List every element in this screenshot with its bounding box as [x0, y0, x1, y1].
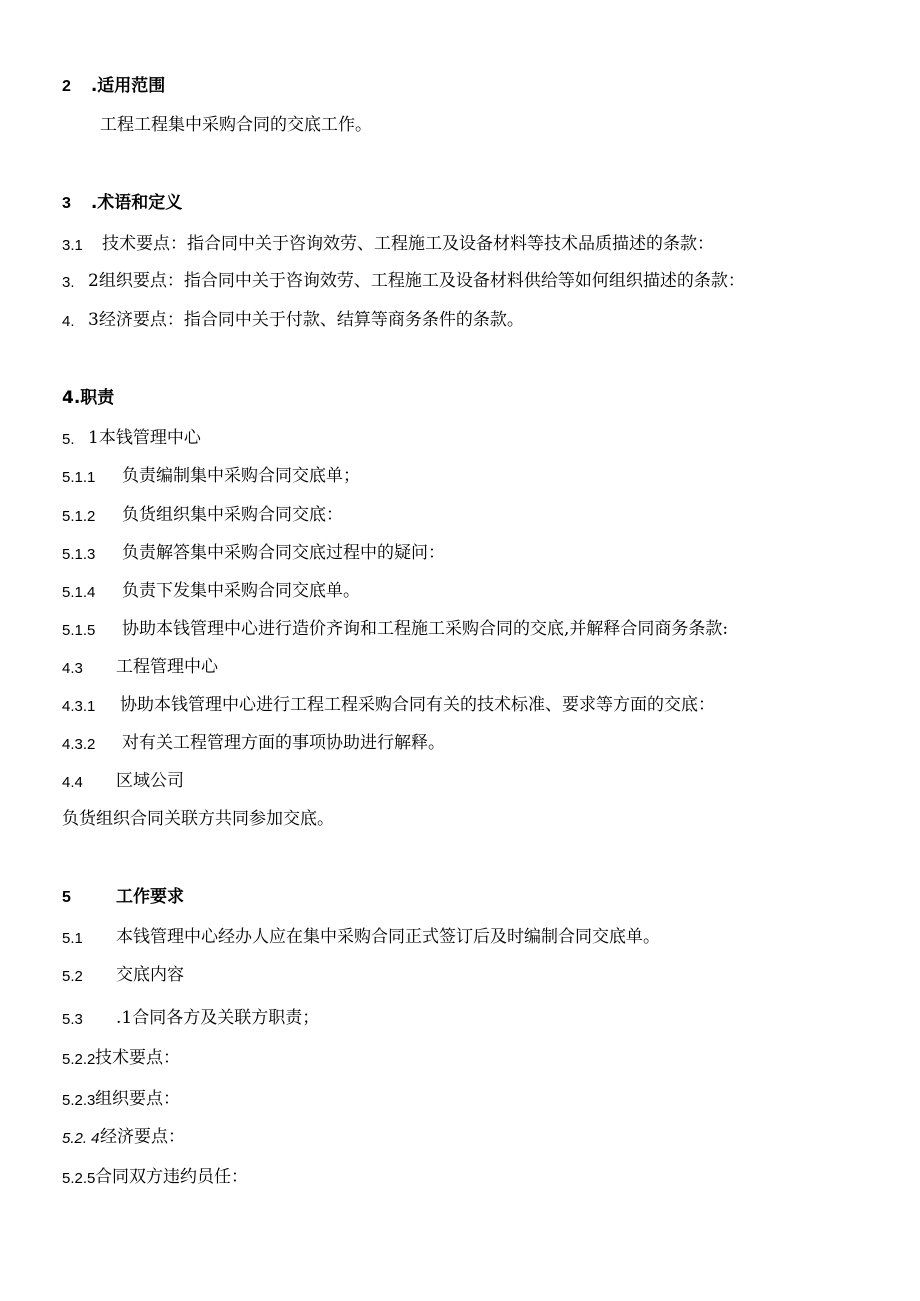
- section-3-heading: [62, 195, 182, 212]
- item-number: 5.1.1: [62, 469, 96, 486]
- item-number: 4.3.1: [62, 698, 96, 715]
- list-item: [62, 1129, 882, 1149]
- item-number: 4.3: [62, 660, 83, 677]
- list-item: [62, 1169, 882, 1189]
- section-title: 工作要求: [116, 887, 184, 907]
- item-text: 3经济要点：指合同中关于付款、结算等商务条件的条款。: [88, 310, 524, 330]
- item-text: 协助本钱管理中心进行工程工程采购合同有关的技术标准、要求等方面的交底：: [120, 695, 715, 715]
- item-number: 4.4: [62, 774, 83, 791]
- item-number: 5.1.4: [62, 584, 96, 601]
- list-item: [62, 1091, 882, 1111]
- section-5-heading: [62, 889, 462, 909]
- item-text: 2组织要点：指合同中关于咨询效劳、工程施工及设备材料供给等如何组织描述的条款：: [88, 271, 745, 291]
- item-number: 5.1.2: [62, 508, 96, 525]
- list-item: [62, 507, 882, 527]
- item-number: 3.: [62, 274, 75, 291]
- section-number: 3: [62, 195, 71, 212]
- list-item: [62, 583, 882, 603]
- item-number: 5.2.2: [62, 1051, 96, 1068]
- item-number: 5.2: [62, 968, 83, 985]
- item-number: 5.1.3: [62, 546, 96, 563]
- item-number: 5.2.3: [62, 1092, 96, 1109]
- paragraph: 工程工程集中采购合同的交底工作。: [100, 115, 372, 135]
- item-text: 协助本钱管理中心进行造价齐询和工程施工采购合同的交底,并解释合同商务条款:: [122, 619, 729, 639]
- item-number: 5.1.5: [62, 622, 96, 639]
- list-item: [62, 312, 882, 332]
- list-item: [62, 967, 882, 987]
- item-number: 4.: [62, 313, 75, 330]
- item-number: 5.3: [62, 1011, 83, 1028]
- list-item: [62, 697, 882, 717]
- list-item: [62, 430, 882, 450]
- item-text: 负责解答集中采购合同交底过程中的疑问：: [122, 543, 445, 563]
- item-text: 技术要点：: [95, 1048, 180, 1068]
- list-item: [62, 468, 882, 488]
- list-item: [62, 273, 882, 293]
- section-title: .术语和定义: [90, 193, 183, 213]
- item-text: 负货组织集中采购合同交底：: [122, 505, 343, 525]
- list-item: [62, 929, 882, 949]
- item-text: 经济要点：: [100, 1127, 185, 1147]
- item-number: 4.3.2: [62, 736, 96, 753]
- list-item: [62, 735, 882, 755]
- item-text: 对有关工程管理方面的事项协助进行解释。: [122, 733, 445, 753]
- item-number: 3.1: [62, 237, 83, 254]
- item-text: 工程管理中心: [116, 657, 218, 677]
- section-2-heading: [62, 78, 165, 95]
- list-item: [62, 545, 882, 565]
- section-4-heading: 4.职责: [62, 388, 115, 408]
- item-text: .1合同各方及关联方职责；: [116, 1008, 320, 1028]
- list-item: [62, 621, 902, 641]
- item-text: 交底内容: [116, 965, 184, 985]
- list-item: [62, 1010, 882, 1030]
- item-number: 5.: [62, 431, 75, 448]
- item-text: 本钱管理中心经办人应在集中采购合同正式签订后及时编制合同交底单。: [116, 927, 660, 947]
- item-text: 1本钱管理中心: [88, 428, 201, 448]
- section-number: 5: [62, 889, 71, 906]
- item-text: 区域公司: [116, 771, 184, 791]
- item-number: 5.1: [62, 930, 83, 947]
- item-text: 技术要点：指合同中关于咨询效劳、工程施工及设备材料等技术品质描述的条款：: [102, 234, 714, 254]
- list-item: [62, 659, 882, 679]
- item-text: 负责下发集中采购合同交底单。: [122, 581, 360, 601]
- item-text: 组织要点：: [95, 1089, 180, 1109]
- paragraph: 负货组织合同关联方共同参加交底。: [62, 809, 334, 829]
- list-item: [62, 1050, 882, 1070]
- section-title: .适用范围: [90, 76, 166, 96]
- section-number: 2: [62, 78, 71, 95]
- item-text: 负责编制集中采购合同交底单；: [122, 466, 360, 486]
- list-item: [62, 773, 882, 793]
- item-text: 合同双方违约员任：: [95, 1167, 248, 1187]
- item-number: 5.2.5: [62, 1170, 96, 1187]
- list-item: [62, 236, 882, 256]
- item-number: 5.2. 4: [62, 1130, 100, 1147]
